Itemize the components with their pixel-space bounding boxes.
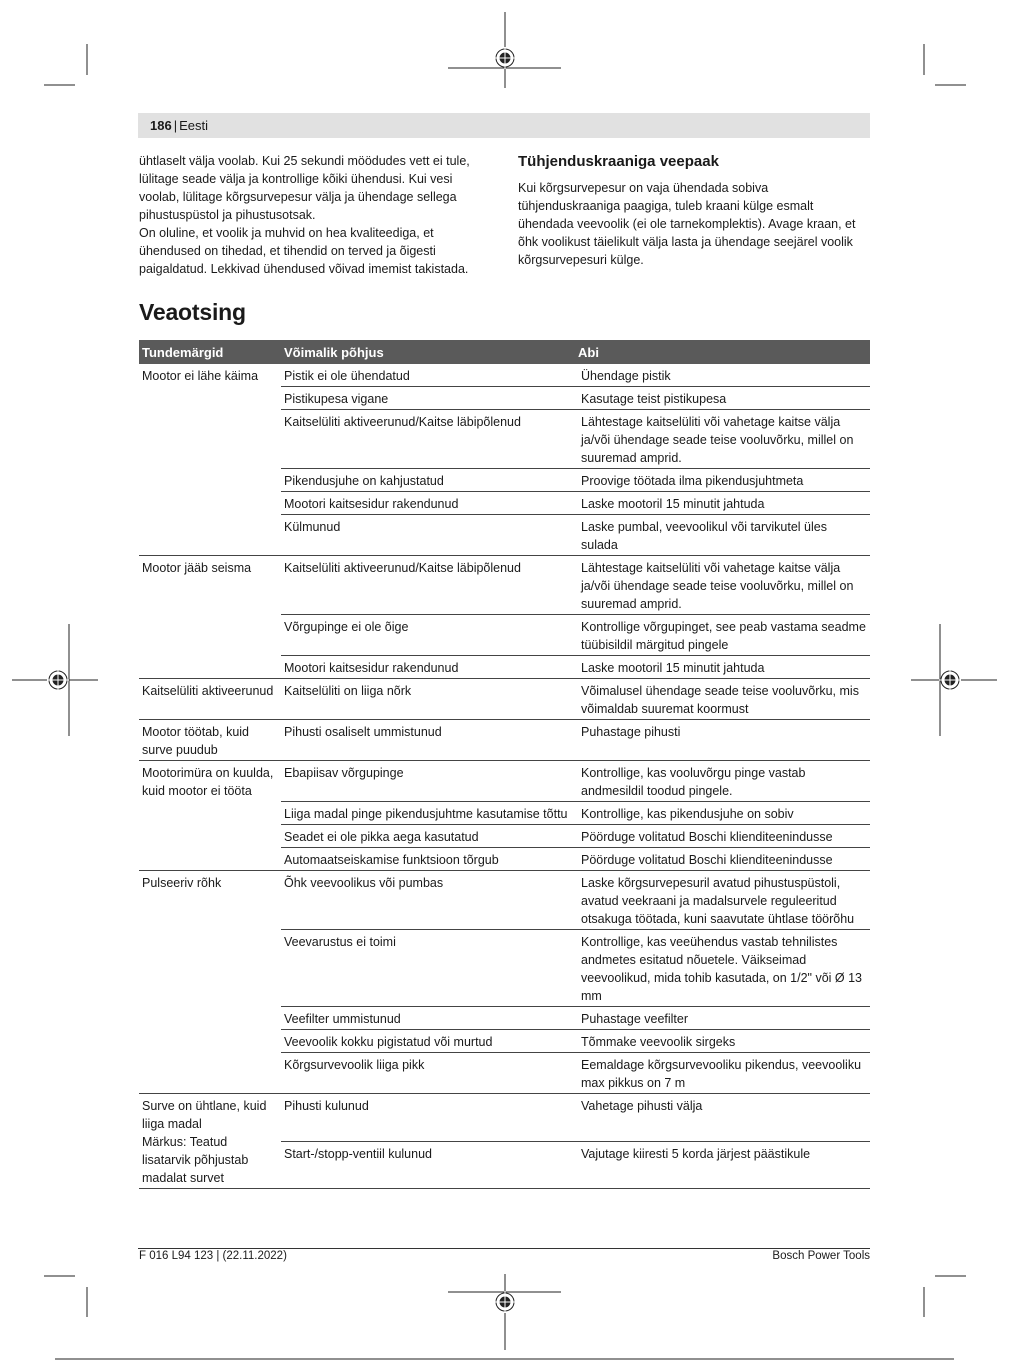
drain-tank-paragraph: Kui kõrgsurvepesur on vaja ühendada sobiva tühjenduskraaniga paagiga, tuleb kraani külge esmalt ühendada veevoolik (ei ole tarnekomplektis). Avage kraan, et õhk voolikust täielikult välja lasta ja ühendage seejärel voolik kõrgsurvepesuri külge. [518, 181, 856, 267]
cause-cell: Mootori kaitsesidur rakendunud [281, 656, 575, 679]
header-cause: Võimalik põhjus [281, 340, 575, 364]
remedy-cell: Puhastage veefilter [575, 1007, 870, 1030]
remedy-cell: Pöörduge volitatud Boschi klienditeenindusse [575, 848, 870, 871]
remedy-cell: Kontrollige, kas pikendusjuhe on sobiv [575, 802, 870, 825]
cause-cell: Veevoolik kokku pigistatud või murtud [281, 1030, 575, 1053]
cause-cell: Pistikupesa vigane [281, 387, 575, 410]
remedy-cell: Pöörduge volitatud Boschi klienditeenindusse [575, 825, 870, 848]
remedy-cell: Laske mootoril 15 minutit jahtuda [575, 656, 870, 679]
cause-cell: Mootori kaitsesidur rakendunud [281, 492, 575, 515]
header-separator: | [173, 118, 178, 133]
troubleshooting-table [139, 340, 870, 1189]
footer-document-id: F 016 L94 123 | (22.11.2022) [139, 1250, 287, 1262]
symptom-cell: Mootorimüra on kuulda, kuid mootor ei tööta [139, 761, 281, 871]
intro-right-column [518, 152, 870, 269]
remedy-cell: Lähtestage kaitselüliti või vahetage kaitse välja ja/või ühendage seade teise vooluvõrku, millel on suuremad amprid. [575, 556, 870, 615]
cause-cell: Pistik ei ole ühendatud [281, 364, 575, 387]
cause-cell: Kõrgsurvevoolik liiga pikk [281, 1053, 575, 1094]
cause-cell: Kaitselüliti aktiveerunud/Kaitse läbipõlenud [281, 410, 575, 469]
cause-cell: Start-/stopp-ventiil kulunud [281, 1141, 575, 1189]
remedy-cell: Laske kõrgsurvepesuril avatud pihustuspüstoli, avatud veekraani ja madalsurvele reguleeritud otsakuga töötada, kuni saavutate ühtlase töörõhu [575, 871, 870, 930]
cause-cell: Pihusti kulunud [281, 1094, 575, 1142]
header-remedy: Abi [575, 340, 870, 364]
cause-cell: Automaatseiskamise funktsioon tõrgub [281, 848, 575, 871]
remedy-cell: Kontrollige võrgupinget, see peab vastama seadme tüübisildil märgitud pingele [575, 615, 870, 656]
intro-left-column [139, 152, 489, 278]
symptom-cell: Mootor töötab, kuid surve puudub [139, 720, 281, 761]
cause-cell: Liiga madal pinge pikendusjuhtme kasutamise tõttu [281, 802, 575, 825]
cause-cell: Veevarustus ei toimi [281, 930, 575, 1007]
cause-cell: Kaitselüliti aktiveerunud/Kaitse läbipõlenud [281, 556, 575, 615]
footer-rule [138, 1248, 870, 1249]
remedy-cell: Laske pumbal, veevoolikul või tarvikutel üles sulada [575, 515, 870, 556]
remedy-cell: Puhastage pihusti [575, 720, 870, 761]
remedy-cell: Laske mootoril 15 minutit jahtuda [575, 492, 870, 515]
page-header [138, 113, 870, 138]
cause-cell: Pikendusjuhe on kahjustatud [281, 469, 575, 492]
remedy-cell: Kontrollige, kas veeühendus vastab tehnilistes andmetes esitatud nõuetele. Väikseimad veevoolikud, mida tohib kasutada, on 1/2" või Ø 13 mm [575, 930, 870, 1007]
table-row [139, 679, 870, 720]
remedy-cell: Võimalusel ühendage seade teise vooluvõrku, mis võimaldab suuremat koormust [575, 679, 870, 720]
table-row [139, 556, 870, 615]
table-row [139, 871, 870, 930]
intro-paragraph-2: On oluline, et voolik ja muhvid on hea kvaliteediga, et ühendused on tihedad, et tihendid on terved ja õigesti paigaldatud. Lekkivad ühendused võivad imemist takistada. [139, 226, 469, 276]
cause-cell: Võrgupinge ei ole õige [281, 615, 575, 656]
header-language: Eesti [179, 118, 208, 133]
remedy-cell: Tõmmake veevoolik sirgeks [575, 1030, 870, 1053]
table-row [139, 1094, 870, 1142]
remedy-cell: Proovige töötada ilma pikendusjuhtmeta [575, 469, 870, 492]
symptom-cell: Pulseeriv rõhk [139, 871, 281, 1094]
cause-cell: Kaitselüliti on liiga nõrk [281, 679, 575, 720]
table-row [139, 720, 870, 761]
remedy-cell: Lähtestage kaitselüliti või vahetage kaitse välja ja/või ühendage seade teise vooluvõrku, millel on suuremad amprid. [575, 410, 870, 469]
remedy-cell: Kasutage teist pistikupesa [575, 387, 870, 410]
intro-paragraph-1: ühtlaselt välja voolab. Kui 25 sekundi möödudes vett ei tule, lülitage seade välja ja kontrollige kõiki ühendusi. Kui vesi voolab, lülitage kõrgsurvepesur välja ja ühendage sellega pihustuspüstol ja pihustusotsak. [139, 154, 470, 222]
cause-cell: Õhk veevoolikus või pumbas [281, 871, 575, 930]
drain-tank-heading: Tühjenduskraaniga veepaak [518, 153, 719, 170]
symptom-cell: Kaitselüliti aktiveerunud [139, 679, 281, 720]
table-body [139, 364, 870, 1189]
symptom-cell: Surve on ühtlane, kuid liiga madal Märkus: Teatud lisatarvik põhjustab madalat survet [139, 1094, 281, 1189]
remedy-cell: Kontrollige, kas vooluvõrgu pinge vastab andmesildil toodud pingele. [575, 761, 870, 802]
cause-cell: Ebapiisav võrgupinge [281, 761, 575, 802]
cause-cell: Külmunud [281, 515, 575, 556]
remedy-cell: Vajutage kiiresti 5 korda järjest päästikule [575, 1141, 870, 1189]
remedy-cell: Eemaldage kõrgsurvevooliku pikendus, veevooliku max pikkus on 7 m [575, 1053, 870, 1094]
header-symptom: Tundemärgid [139, 340, 281, 364]
table-row [139, 364, 870, 387]
table-row [139, 761, 870, 802]
symptom-cell: Mootor ei lähe käima [139, 364, 281, 556]
table-header-row [139, 340, 870, 364]
footer-brand: Bosch Power Tools [772, 1250, 870, 1262]
symptom-cell: Mootor jääb seisma [139, 556, 281, 679]
cause-cell: Seadet ei ole pikka aega kasutatud [281, 825, 575, 848]
page-number: 186 [150, 118, 172, 133]
cause-cell: Pihusti osaliselt ummistunud [281, 720, 575, 761]
remedy-cell: Ühendage pistik [575, 364, 870, 387]
remedy-cell: Vahetage pihusti välja [575, 1094, 870, 1142]
cause-cell: Veefilter ummistunud [281, 1007, 575, 1030]
section-title: Veaotsing [139, 299, 246, 325]
